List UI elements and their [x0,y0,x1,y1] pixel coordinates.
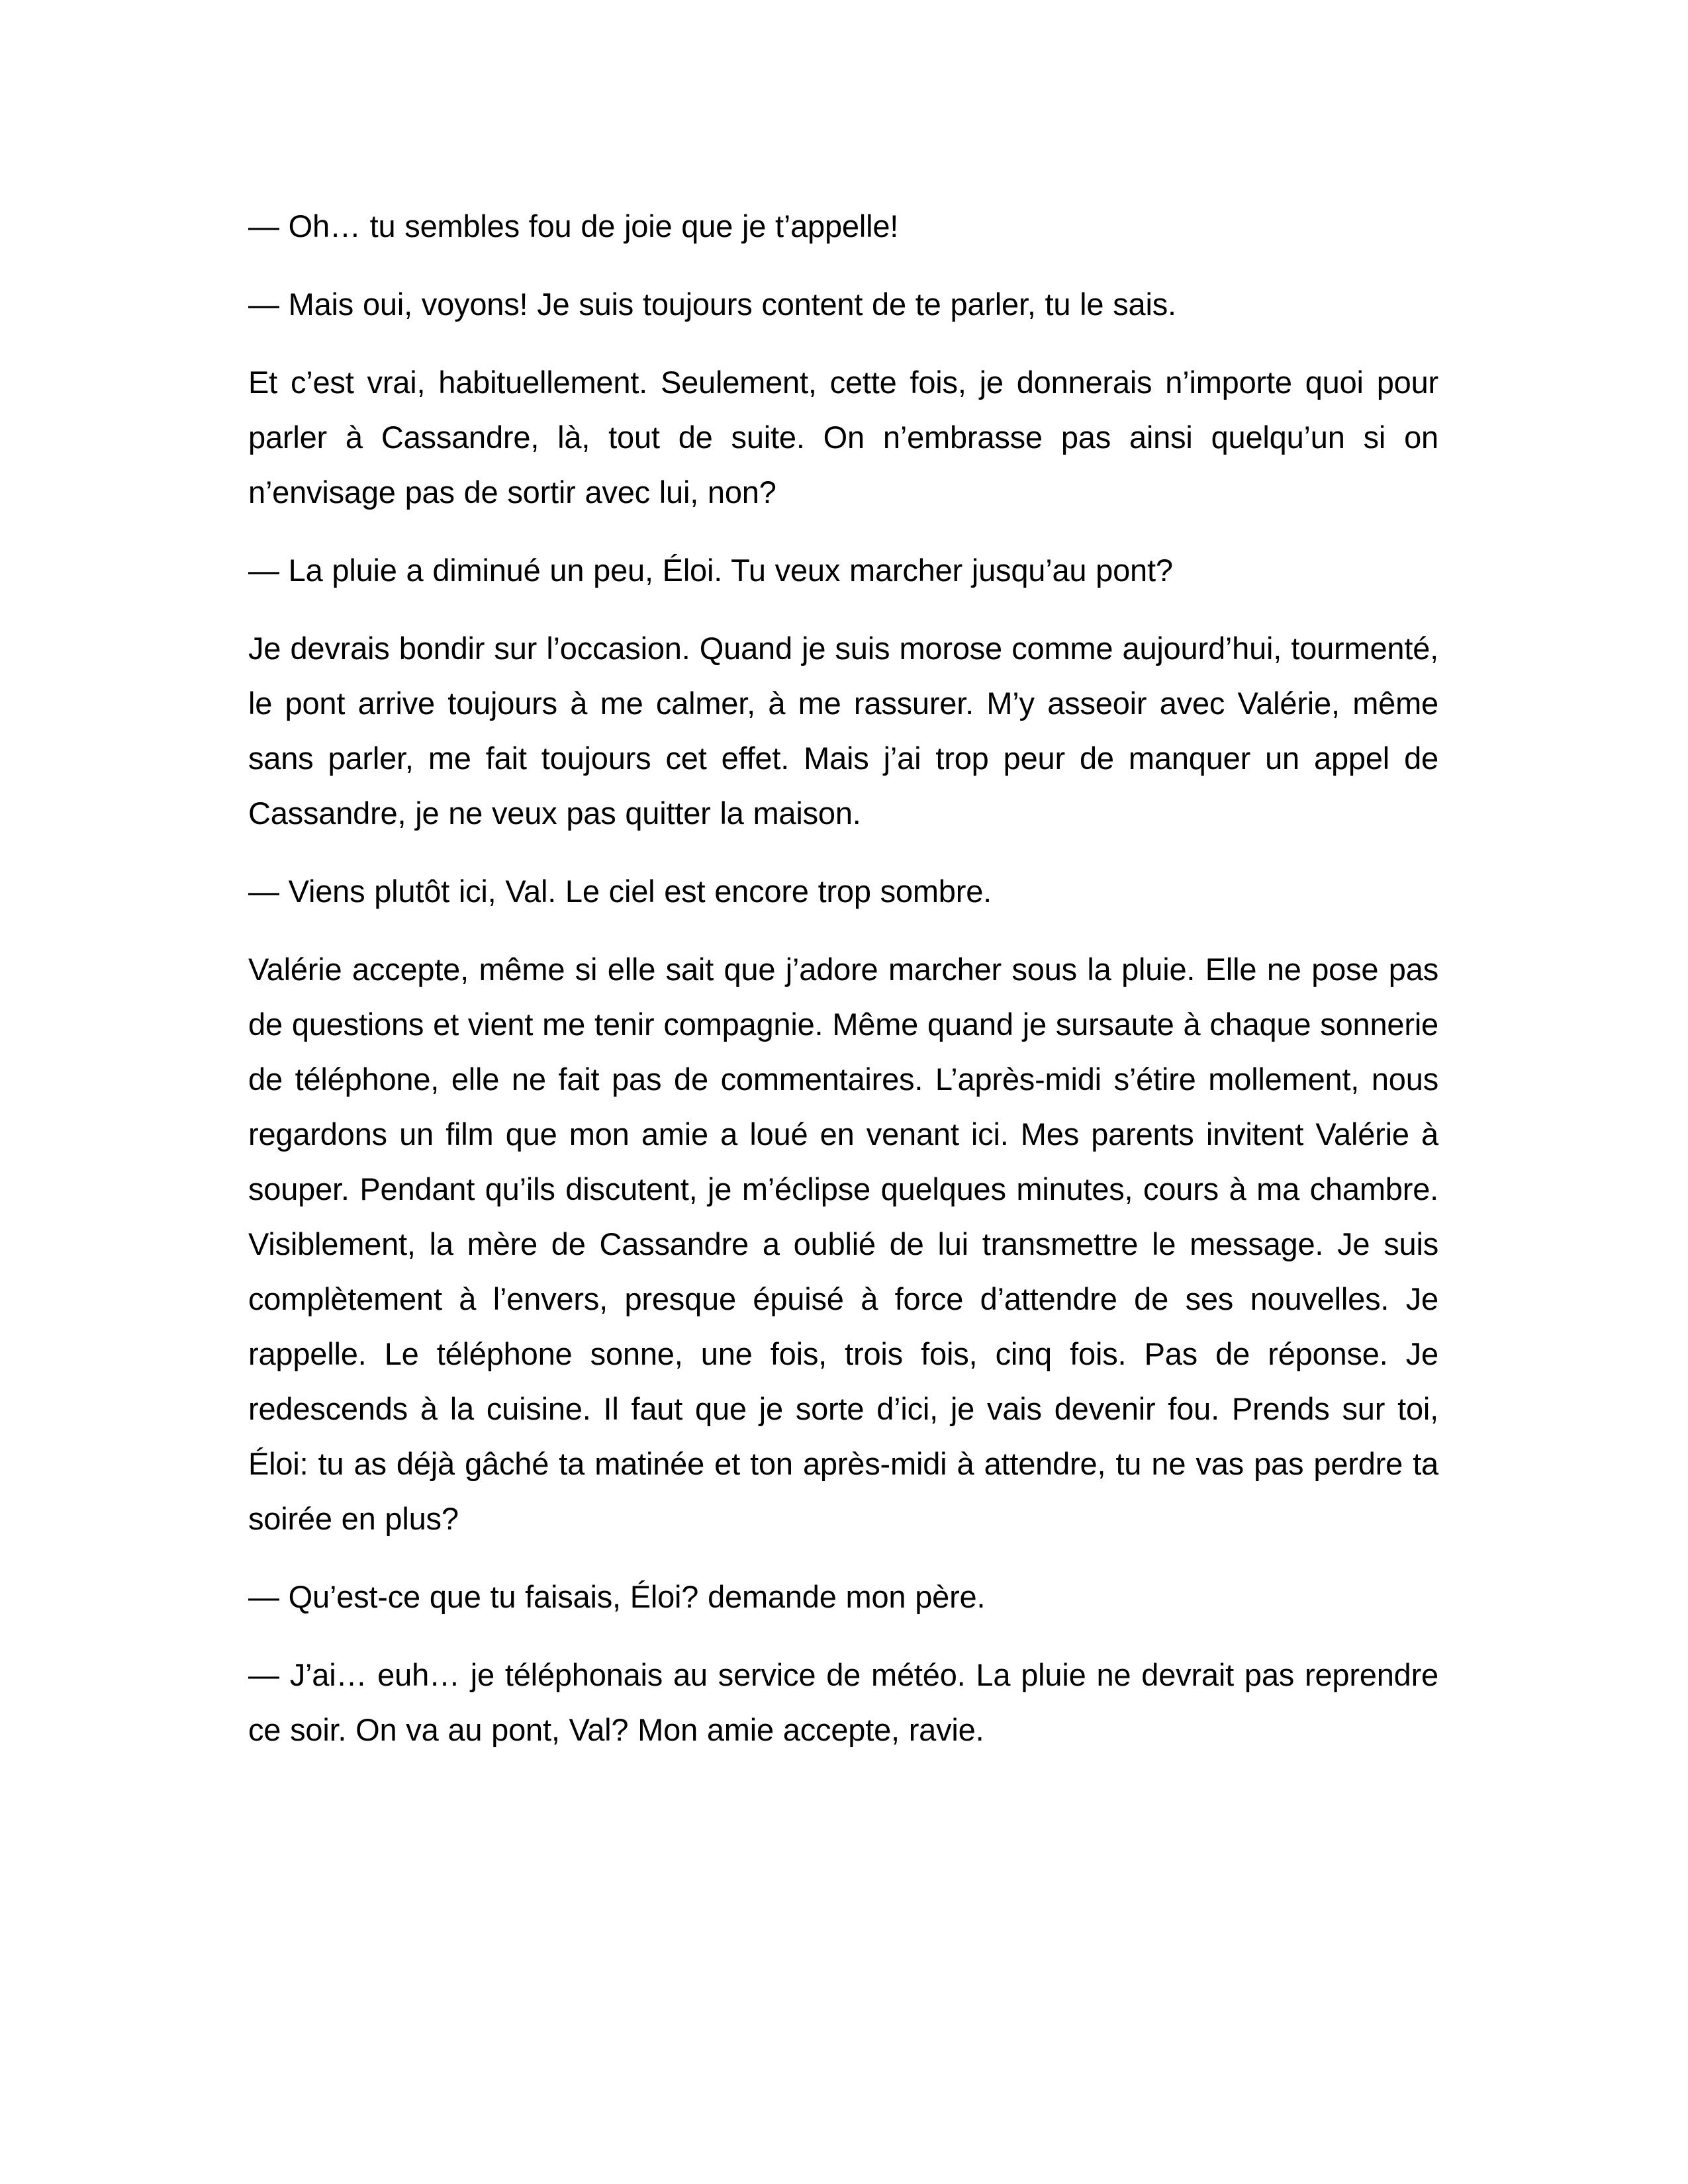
paragraph-dialogue-1: — Oh… tu sembles fou de joie que je t’appelle! [248,208,899,244]
paragraph-dialogue-5: — Qu’est-ce que tu faisais, Éloi? demande mon père. [248,1579,986,1614]
paragraph-dialogue-6: — J’ai… euh… je téléphonais au service de météo. La pluie ne devrait pas reprendre ce soir. On va au pont, Val? Mon amie accepte, ravie. [248,1657,1438,1747]
paragraph-dialogue-3: — La pluie a diminué un peu, Éloi. Tu veux marcher jusqu’au pont? [248,553,1173,588]
paragraph-dialogue-2: — Mais oui, voyons! Je suis toujours content de te parler, tu le sais. [248,287,1176,322]
paragraph-narration-3: Valérie accepte, même si elle sait que j’adore marcher sous la pluie. Elle ne pose pas de questions et vient me tenir compagnie. Même quand je sursaute à chaque sonnerie de téléphone, elle ne fait pas de commentaires. L’après-midi s’étire mollement, nous regardons un film que mon amie a loué en venant ici. Mes parents invitent Valérie à souper. Pendant qu’ils discutent, je m’éclipse quelques minutes, cours à ma chambre. Visiblement, la mère de Cassandre a oublié de lui transmettre le message. Je suis complètement à l’envers, presque épuisé à force d’attendre de ses nouvelles. Je rappelle. Le téléphone sonne, une fois, trois fois, cinq fois. Pas de réponse. Je redescends à la cuisine. Il faut que je sorte d’ici, je vais devenir fou. Prends sur toi, Éloi: tu as déjà gâché ta matinée et ton après-midi à attendre, tu ne vas pas perdre ta soirée en plus? [248,952,1438,1536]
paragraph-dialogue-4: — Viens plutôt ici, Val. Le ciel est encore trop sombre. [248,874,992,909]
paragraph-narration-2: Je devrais bondir sur l’occasion. Quand je suis morose comme aujourd’hui, tourmenté, le pont arrive toujours à me calmer, à me rassurer. M’y asseoir avec Valérie, même sans parler, me fait toujours cet effet. Mais j’ai trop peur de manquer un appel de Cassandre, je ne veux pas quitter la maison. [248,631,1438,831]
paragraph-narration-1: Et c’est vrai, habituellement. Seulement, cette fois, je donnerais n’importe quoi pour parler à Cassandre, là, tout de suite. On n’embrasse pas ainsi quelqu’un si on n’envisage pas de sortir avec lui, non? [248,365,1438,510]
